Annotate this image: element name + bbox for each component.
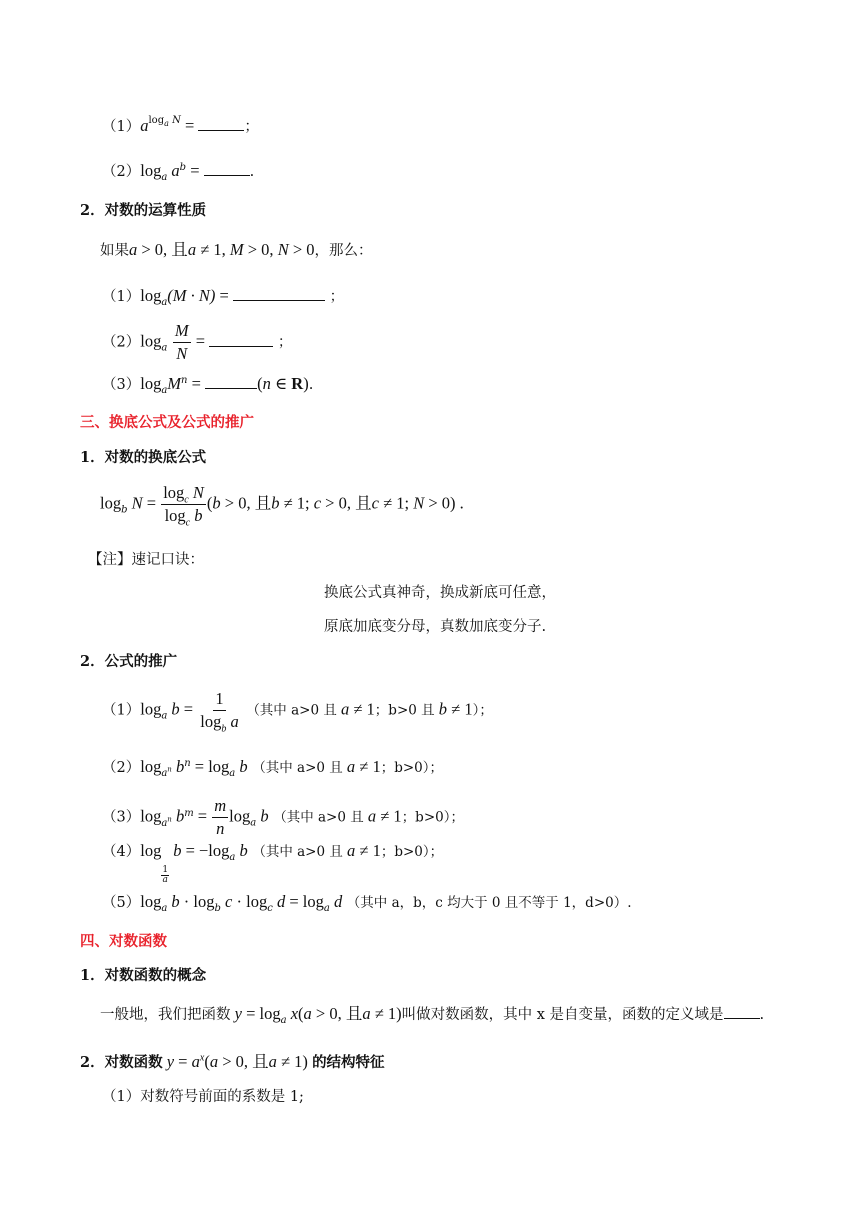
fraction-1-over-logba: $\frac{1}{\log_b a}$ xyxy=(200,689,239,735)
answer-blank xyxy=(198,118,244,131)
generalization-5: $(5)\log_a$ $b \cdot \log_b c \cdot \log_c d = \log_a d$ （其中 a，b，c 均大于 0 且不等于 1，d>0）. xyxy=(102,892,632,914)
fraction-m-over-n: $\frac{M}{N}$ xyxy=(174,321,189,364)
heading-log-function-concept: 1．对数函数的概念 xyxy=(80,967,207,984)
fraction-m-over-n: $\frac{m}{n}$ xyxy=(214,796,227,839)
property-1: $(1)\log_a(M \cdot N)$ = ； xyxy=(102,286,345,308)
change-of-base-formula: $\log_b N$ = $\frac{\log_c N}{\log_c b}$ (b > 0, 且b ≠ 1; c > 0, 且c ≠ 1; N > 0) . xyxy=(100,483,464,529)
generalization-4: （4）log $\frac{1}{a}$ $b = -\log_a$ b （其中 a>0 且 a ≠ 1；b>0）； xyxy=(102,841,444,886)
answer-blank xyxy=(233,288,325,301)
heading-structure-features: 2．对数函数 $y = a^x(a > 0$, 且a ≠ 1) 的结构特征 xyxy=(80,1052,385,1071)
fraction-logcN-over-logcb: $\frac{\log_c N}{\log_c b}$ xyxy=(163,483,204,529)
section-title-log-function: 四、对数函数 xyxy=(80,933,167,950)
answer-blank xyxy=(209,334,273,347)
identity-2: $(2)\log_a$ $a^b$ = . xyxy=(102,161,255,183)
mnemonic-line-1: 换底公式真神奇，换成新底可任意， xyxy=(324,585,556,601)
heading-change-of-base: 1．对数的换底公式 xyxy=(80,449,207,466)
condition-line: 如果a > 0, 且a ≠ 1, M > 0, N > 0，那么： xyxy=(100,240,373,259)
answer-blank xyxy=(204,163,250,176)
generalization-1: $(1)\log_a$ b = $\frac{1}{\log_b a}$ （其中 a>0 且 a ≠ 1；b>0 且 b ≠ 1）； xyxy=(102,689,493,735)
property-3: $(3)\log_aM^n = (n$ ∈ R). xyxy=(102,374,314,396)
answer-blank xyxy=(205,376,257,389)
section-title-change-of-base: 三、换底公式及公式的推广 xyxy=(80,414,254,431)
heading-generalization: 2．公式的推广 xyxy=(80,653,178,670)
generalization-2: $(2)\log_{a^n}$ $b^n = \log_a b$ （其中 a>0 且 a ≠ 1；b>0）； xyxy=(102,757,444,779)
identity-1: $(1)a^{log_a N}$ = ； xyxy=(102,115,259,135)
answer-blank xyxy=(724,1006,760,1019)
log-function-definition: 一般地，我们把函数 $y = \log_a x(a > 0$, 且a ≠ 1)叫做对数函数，其中 x 是自变量，函数的定义域是 . xyxy=(100,1004,765,1026)
property-2: $(2)\log_a$ $\frac{M}{N}$ = ； xyxy=(102,321,293,364)
structure-feature-1: （1）对数符号前面的系数是 1; xyxy=(102,1089,304,1105)
generalization-3: $(3)\log_{a^n}$ $b^m$ = $\frac{m}{n}$ $\log_a b$ （其中 a>0 且 a ≠ 1；b>0）； xyxy=(102,796,464,839)
mnemonic-line-2: 原底加底变分母，真数加底变分子. xyxy=(324,619,547,635)
heading-operation-properties: 2．对数的运算性质 xyxy=(80,202,207,219)
fraction-1-over-a-subscript: $\frac{1}{a}$ xyxy=(162,865,169,886)
mnemonic-note: 【注】速记口诀： xyxy=(88,552,204,568)
